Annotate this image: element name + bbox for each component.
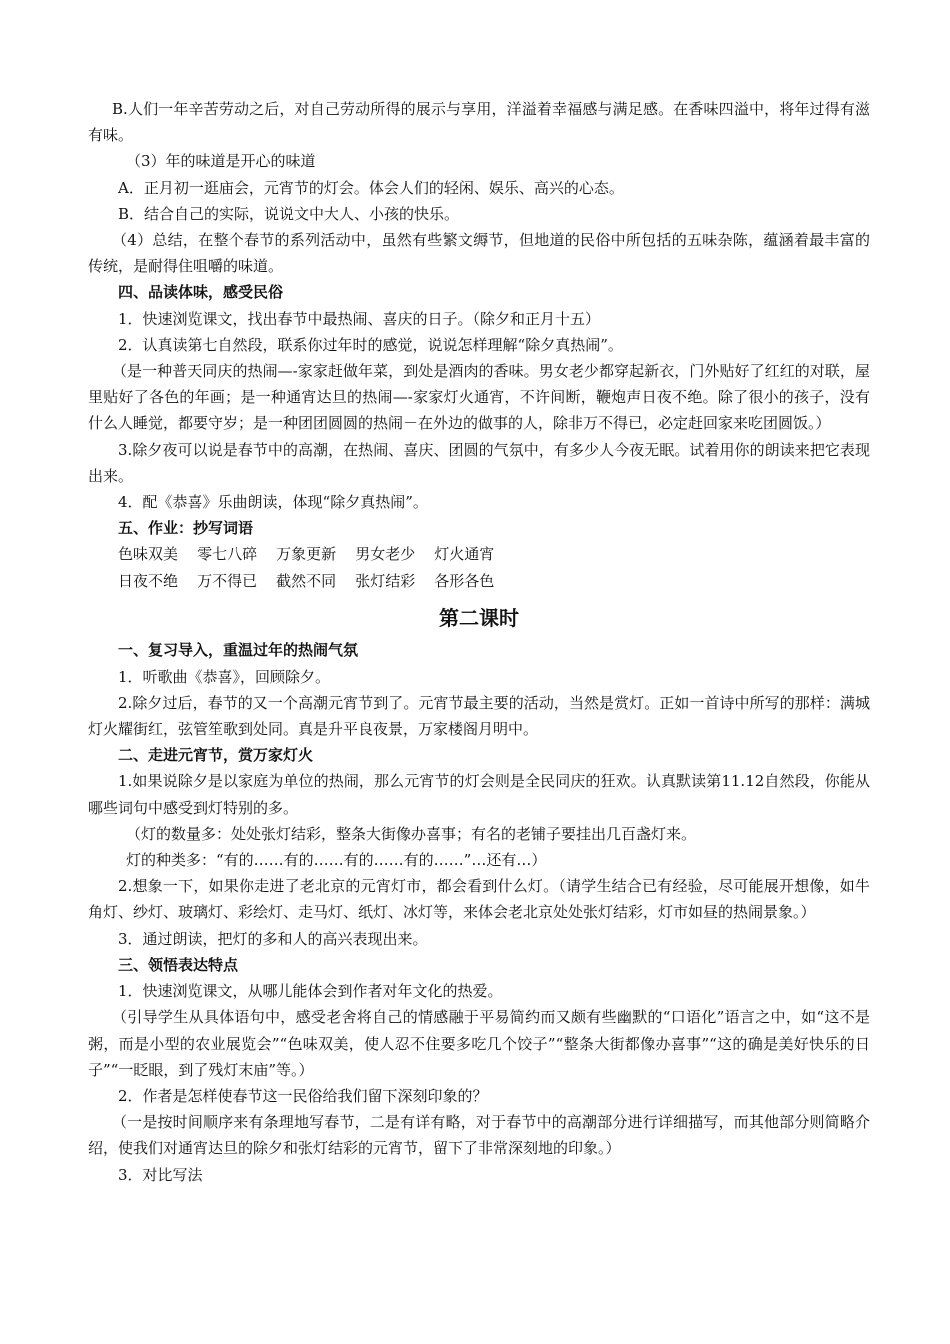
paragraph: 2．认真读第七自然段，联系你过年时的感觉，说说怎样理解“除夕真热闹”。: [118, 335, 623, 354]
paragraph: （引导学生从具体语句中，感受老舍将自己的情感融于平易简约而又颇有些幽默的“口语化”语言之中，如“这不是粥，而是小型的农业展览会”“色味双美，使人忍不住要多吃几个饺子”“整条大街都像办喜事”“这的确是美好快乐的日子”“一眨眼，到了残灯末庙”等。）: [88, 1008, 870, 1079]
lesson-title: 第二课时: [439, 606, 519, 631]
paragraph: 3．通过朗读，把灯的多和人的高兴表现出来。: [118, 929, 428, 948]
section-heading: 二、走进元宵节，赏万家灯火: [118, 746, 314, 765]
paragraph: 2．作者是怎样使春节这一民俗给我们留下深刻印象的？: [118, 1086, 488, 1105]
paragraph: 1.如果说除夕是以家庭为单位的热闹，那么元宵节的灯会则是全民同庆的狂欢。认真默读第11.12自然段，你能从哪些词句中感受到灯特别的多。: [88, 772, 870, 817]
vocabulary-row: 日夜不绝 万不得已 截然不同 张灯结彩 各形各色: [118, 572, 495, 591]
paragraph: 1．快速浏览课文，从哪儿能体会到作者对年文化的热爱。: [118, 982, 503, 1001]
paragraph: 1．听歌曲《恭喜》，回顾除夕。: [118, 667, 331, 686]
paragraph: （4）总结，在整个春节的系列活动中，虽然有些繁文缛节，但地道的民俗中所包括的五味杂陈，蕴涵着最丰富的传统，是耐得住咀嚼的味道。: [88, 231, 870, 276]
paragraph: 4．配《恭喜》乐曲朗读，体现“除夕真热闹”。: [118, 493, 428, 512]
section-heading: 一、复习导入，重温过年的热闹气氛: [118, 641, 359, 660]
paragraph: B.人们一年辛苦劳动之后，对自己劳动所得的展示与享用，洋溢着幸福感与满足感。在香味四溢中，将年过得有滋有味。: [88, 100, 870, 145]
paragraph: 灯的种类多：“有的……有的……有的……有的……”…还有…）: [126, 851, 547, 870]
document-page: [88, 96, 870, 1188]
vocabulary-row: 色味双美 零七八碎 万象更新 男女老少 灯火通宵: [118, 545, 495, 564]
section-heading: 四、品读体味，感受民俗: [118, 283, 284, 302]
paragraph: 3．对比写法: [118, 1165, 203, 1184]
paragraph: （灯的数量多：处处张灯结彩，整条大街像办喜事；有名的老铺子要挂出几百盏灯来。: [126, 824, 697, 843]
paragraph: 1．快速浏览课文，找出春节中最热闹、喜庆的日子。（除夕和正月十五）: [118, 309, 601, 328]
paragraph: 2.想象一下，如果你走进了老北京的元宵灯市，都会看到什么灯。（请学生结合已有经验，尽可能展开想像，如牛角灯、纱灯、玻璃灯、彩绘灯、走马灯、纸灯、冰灯等，来体会老北京处处张灯结彩，灯市如昼的热闹景象。）: [88, 877, 870, 922]
paragraph: B．结合自己的实际，说说文中大人、小孩的快乐。: [118, 204, 460, 223]
section-heading: 三、领悟表达特点: [118, 955, 239, 974]
section-heading: 五、作业：抄写词语: [118, 519, 254, 538]
paragraph: 2.除夕过后，春节的又一个高潮元宵节到了。元宵节最主要的活动，当然是赏灯。正如一首诗中所写的那样：满城灯火耀街红，弦管笙歌到处同。真是升平良夜景，万家楼阁月明中。: [88, 693, 870, 739]
paragraph: （一是按时间顺序来有条理地写春节，二是有详有略，对于春节中的高潮部分进行详细描写，而其他部分则简略介绍，使我们对通宵达旦的除夕和张灯结彩的元宵节，留下了非常深刻地的印象。）: [88, 1113, 870, 1158]
paragraph: （3）年的味道是开心的味道: [126, 152, 316, 171]
paragraph: A．正月初一逛庙会，元宵节的灯会。体会人们的轻闲、娱乐、高兴的心态。: [118, 178, 624, 197]
paragraph: 3.除夕夜可以说是春节中的高潮，在热闹、喜庆、团圆的气氛中，有多少人今夜无眠。试着用你的朗读来把它表现出来。: [88, 440, 870, 485]
paragraph: （是一种普天同庆的热闹—-家家赶做年菜，到处是酒肉的香味。男女老少都穿起新衣，门外贴好了红红的对联，屋里贴好了各色的年画；是一种通宵达旦的热闹—-家家灯火通宵，不许间断，鞭炮声日夜不绝。除了很小的孩子，没有什么人睡觉，都要守岁；是一种团团圆圆的热闹－在外边的做事的人，除非万不得已，必定赶回家来吃团圆饭。）: [88, 362, 870, 433]
